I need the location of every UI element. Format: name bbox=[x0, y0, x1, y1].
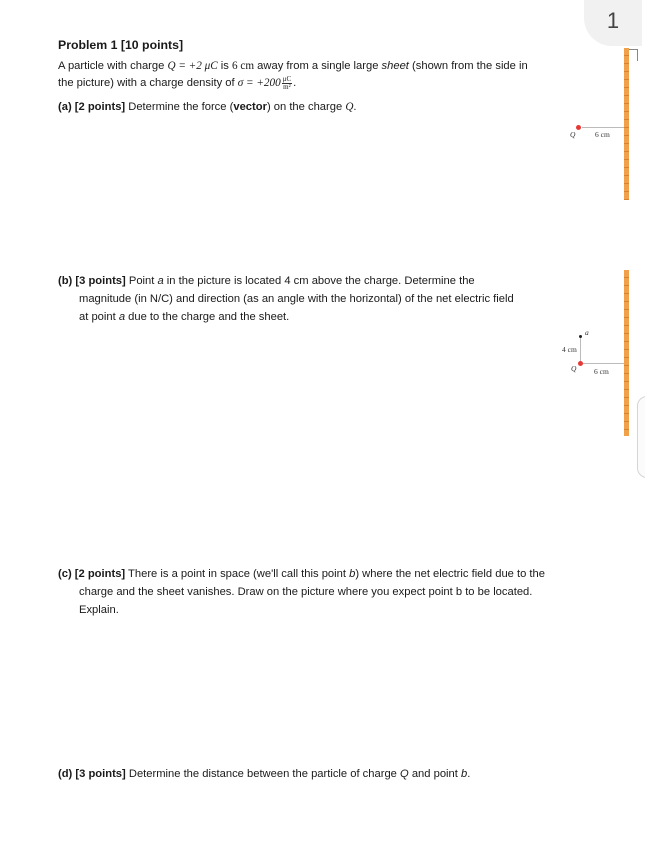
distance-label-2: 6 cm bbox=[594, 367, 609, 376]
charge-q-dot-1 bbox=[576, 125, 581, 130]
charge-q-label-1: Q bbox=[570, 130, 576, 139]
side-scroll-tab[interactable] bbox=[637, 396, 645, 478]
charge-q-label-2: Q bbox=[571, 364, 577, 373]
density-expression: σ = +200 bbox=[237, 77, 281, 89]
part-c-line-3: Explain. bbox=[79, 604, 119, 616]
charged-sheet-1 bbox=[624, 48, 629, 200]
distance-line-2 bbox=[583, 363, 624, 364]
distance-line-1 bbox=[582, 127, 624, 128]
part-b-line-1: (b) [3 points] Point a in the picture is located 4 cm above the charge. Determine the bbox=[58, 275, 475, 287]
part-b-line-3: at point a due to the charge and the sheet. bbox=[79, 311, 290, 323]
distance-label-1: 6 cm bbox=[595, 130, 610, 139]
problem-title: Problem 1 [10 points] bbox=[58, 38, 184, 52]
vertical-distance-label: 4 cm bbox=[562, 345, 577, 354]
part-c-line-2: charge and the sheet vanishes. Draw on the picture where you expect point b to be located. bbox=[79, 586, 533, 598]
part-d-question: (d) [3 points] Determine the distance between the particle of charge Q and point b. bbox=[58, 768, 471, 780]
part-b-line-2: magnitude (in N/C) and direction (as an angle with the horizontal) of the net electric field bbox=[79, 293, 514, 305]
intro-line-2: the picture) with a charge density of σ = +200 $\frac{\mu C}{\text{m²}}$ . bbox=[58, 74, 297, 91]
intro-line-1: A particle with charge Q = +2 μC is 6 cm away from a single large sheet (shown from the side in bbox=[58, 60, 528, 72]
vertical-line-4cm bbox=[580, 338, 581, 362]
density-unit-fraction: $\frac{\mu C}{\text{m²}}$ bbox=[282, 74, 292, 91]
point-a-label: a bbox=[585, 328, 589, 337]
sheet-tick-1b bbox=[637, 49, 638, 61]
charge-expression: Q = +2 μC bbox=[167, 60, 218, 72]
part-a-question: (a) [2 points] Determine the force (vector) on the charge Q. bbox=[58, 101, 357, 113]
charged-sheet-2 bbox=[624, 270, 629, 436]
part-c-line-1: (c) [2 points] There is a point in space (we'll call this point b) where the net electric field due to the bbox=[58, 568, 545, 580]
page-number-badge: 1 bbox=[584, 0, 642, 46]
